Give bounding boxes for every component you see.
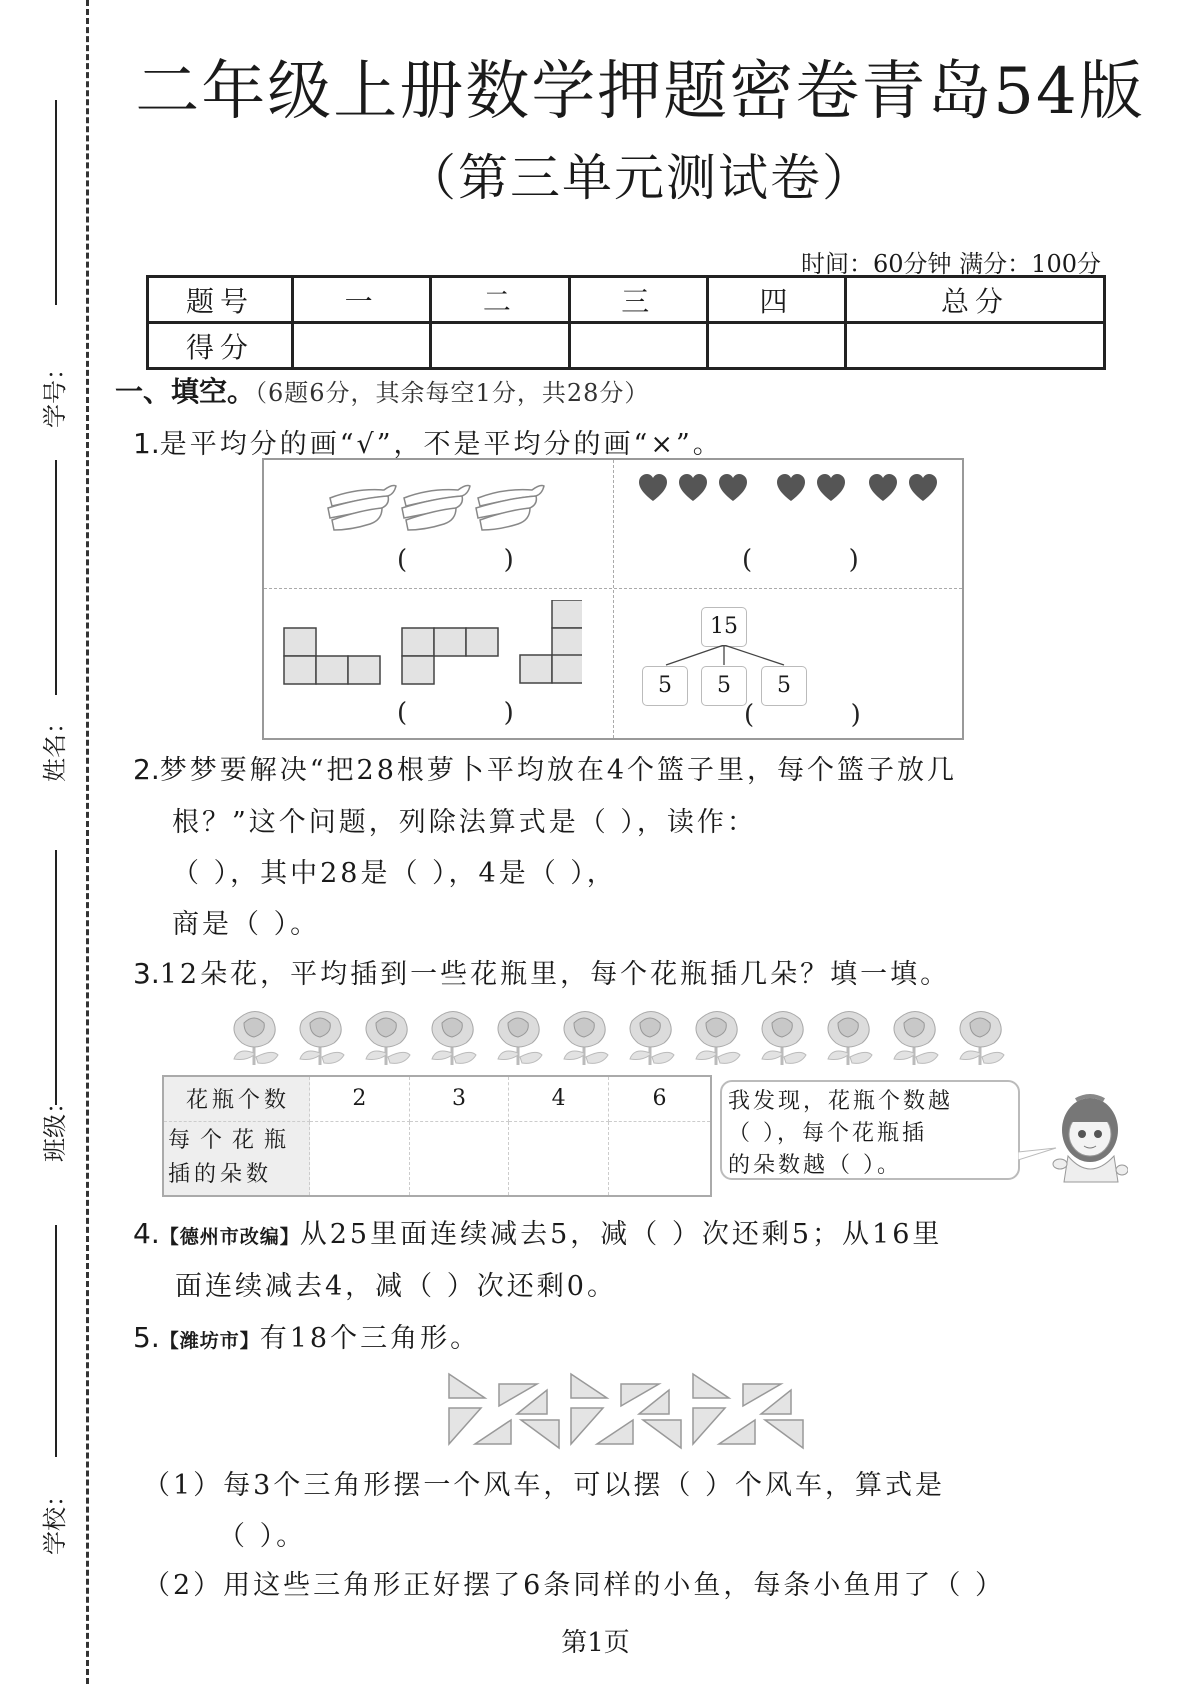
score-cell: 得分 bbox=[148, 323, 293, 369]
score-input-cell[interactable] bbox=[569, 323, 707, 369]
grid-divider bbox=[264, 588, 962, 589]
bubble-line: 我发现，花瓶个数越 bbox=[728, 1089, 954, 1114]
question-text: 梦梦要解决“把28根萝卜平均放在4个篮子里，每个篮子放几 bbox=[159, 755, 958, 786]
question-text: 是平均分的画“√”，不是平均分的画“×”。 bbox=[159, 429, 723, 460]
table-row bbox=[163, 1076, 711, 1121]
binding-dash-line bbox=[86, 0, 89, 1684]
answer-blank[interactable]: ( ) bbox=[742, 545, 859, 575]
student-id-underline bbox=[55, 100, 57, 305]
question-number: 2. bbox=[133, 753, 160, 786]
score-input-cell[interactable] bbox=[431, 323, 569, 369]
row-header: 花瓶个数 bbox=[163, 1076, 310, 1121]
answer-cell[interactable] bbox=[409, 1121, 509, 1196]
squares-icon bbox=[282, 600, 582, 690]
answer-cell[interactable] bbox=[310, 1121, 410, 1196]
student-id-label: 学号： bbox=[41, 356, 69, 428]
score-table-header-row bbox=[148, 277, 1105, 323]
score-cell: 四 bbox=[707, 277, 845, 323]
tree-child-number: 5 bbox=[642, 666, 688, 706]
tree-child-number: 5 bbox=[701, 666, 747, 706]
score-cell: 一 bbox=[293, 277, 431, 323]
page-subtitle: （第三单元测试卷） bbox=[406, 149, 874, 207]
q1-picture-grid bbox=[262, 458, 964, 740]
name-field[interactable] bbox=[0, 460, 80, 790]
question-5-sub1-line[interactable]: （ ）。 bbox=[218, 1521, 307, 1552]
row-header-line: 每个花瓶 bbox=[168, 1128, 297, 1154]
section-note: （6题6分，其余每空1分，共28分） bbox=[255, 379, 650, 407]
answer-blank[interactable]: ( ) bbox=[397, 545, 514, 575]
grid-divider bbox=[613, 460, 614, 738]
score-input-cell[interactable] bbox=[293, 323, 431, 369]
question-3 bbox=[133, 952, 950, 991]
tree-child-number: 5 bbox=[761, 666, 807, 706]
answer-blank[interactable]: ( ) bbox=[397, 698, 514, 728]
question-2 bbox=[133, 748, 957, 787]
question-number: 3. bbox=[133, 957, 160, 990]
question-5 bbox=[133, 1316, 480, 1355]
question-2-line[interactable]: （ ），其中28是（ ），4是（ ）， bbox=[172, 858, 617, 889]
exam-meta: 时间：60分钟 满分：100分 bbox=[801, 250, 1101, 278]
page-title: 二年级上册数学押题密卷青岛54版 bbox=[135, 55, 1145, 129]
score-cell: 题号 bbox=[148, 277, 293, 323]
tree-top-number: 15 bbox=[701, 607, 747, 647]
answer-blank[interactable]: ( ) bbox=[744, 700, 861, 730]
question-5-sub1[interactable]: （1）每3个三角形摆一个风车，可以摆（ ）个风车，算式是 bbox=[143, 1470, 945, 1501]
score-cell: 三 bbox=[569, 277, 707, 323]
table-cell: 3 bbox=[409, 1076, 509, 1121]
source-tag: 【潍坊市】 bbox=[159, 1330, 260, 1352]
page-number: 第1页 bbox=[561, 1628, 630, 1658]
score-table bbox=[146, 275, 1106, 370]
bananas-icon bbox=[326, 480, 548, 535]
question-text: 有18个三角形。 bbox=[259, 1323, 481, 1354]
question-2-line[interactable]: 商是（ ）。 bbox=[172, 909, 321, 940]
tree-lines-icon bbox=[644, 645, 804, 667]
question-4-line[interactable]: 面连续减去4，减（ ）次还剩0。 bbox=[175, 1271, 617, 1302]
table-cell: 6 bbox=[608, 1076, 711, 1121]
question-number: 1. bbox=[133, 427, 160, 460]
class-field[interactable] bbox=[0, 850, 80, 1180]
question-text[interactable]: 从25里面连续减去5，减（ ）次还剩5；从16里 bbox=[299, 1219, 943, 1250]
question-5-sub2[interactable]: （2）用这些三角形正好摆了6条同样的小鱼，每条小鱼用了（ ） bbox=[143, 1570, 1005, 1601]
table-cell: 4 bbox=[509, 1076, 609, 1121]
school-label: 学校： bbox=[41, 1483, 69, 1555]
bubble-line[interactable]: 的朵数越（ ）。 bbox=[728, 1153, 902, 1178]
score-cell: 二 bbox=[431, 277, 569, 323]
class-label: 班级： bbox=[41, 1090, 69, 1162]
source-tag: 【德州市改编】 bbox=[159, 1226, 300, 1248]
class-underline bbox=[55, 850, 57, 1105]
girl-avatar-icon bbox=[1018, 1090, 1128, 1185]
name-underline bbox=[55, 460, 57, 695]
school-field[interactable] bbox=[0, 1225, 80, 1555]
section-title: 一、填空。 bbox=[115, 375, 256, 408]
name-label: 姓名： bbox=[41, 710, 69, 782]
question-1 bbox=[133, 422, 723, 461]
question-text: 12朵花，平均插到一些花瓶里，每个花瓶插几朵？填一填。 bbox=[159, 959, 951, 990]
score-table-score-row bbox=[148, 323, 1105, 369]
section-heading bbox=[115, 370, 649, 410]
answer-cell[interactable] bbox=[608, 1121, 711, 1196]
table-cell: 2 bbox=[310, 1076, 410, 1121]
score-cell: 总分 bbox=[846, 277, 1105, 323]
table-row bbox=[163, 1121, 711, 1196]
bubble-line[interactable]: （ ），每个花瓶插 bbox=[728, 1121, 927, 1146]
q3-table bbox=[162, 1075, 712, 1197]
score-input-cell[interactable] bbox=[707, 323, 845, 369]
school-underline bbox=[55, 1225, 57, 1457]
hearts-icon bbox=[639, 474, 939, 504]
question-4 bbox=[133, 1212, 942, 1251]
row-header bbox=[163, 1121, 310, 1196]
answer-cell[interactable] bbox=[509, 1121, 609, 1196]
student-id-field[interactable] bbox=[0, 100, 80, 430]
row-header-line: 插的朵数 bbox=[168, 1162, 273, 1188]
score-input-cell[interactable] bbox=[846, 323, 1105, 369]
question-number: 4. bbox=[133, 1217, 160, 1250]
speech-bubble bbox=[720, 1080, 1020, 1180]
flowers-icon bbox=[228, 1003, 1028, 1067]
triangles-icon bbox=[445, 1370, 805, 1450]
question-number: 5. bbox=[133, 1321, 160, 1354]
question-2-line[interactable]: 根？”这个问题，列除法算式是（ ），读作： bbox=[172, 807, 757, 838]
